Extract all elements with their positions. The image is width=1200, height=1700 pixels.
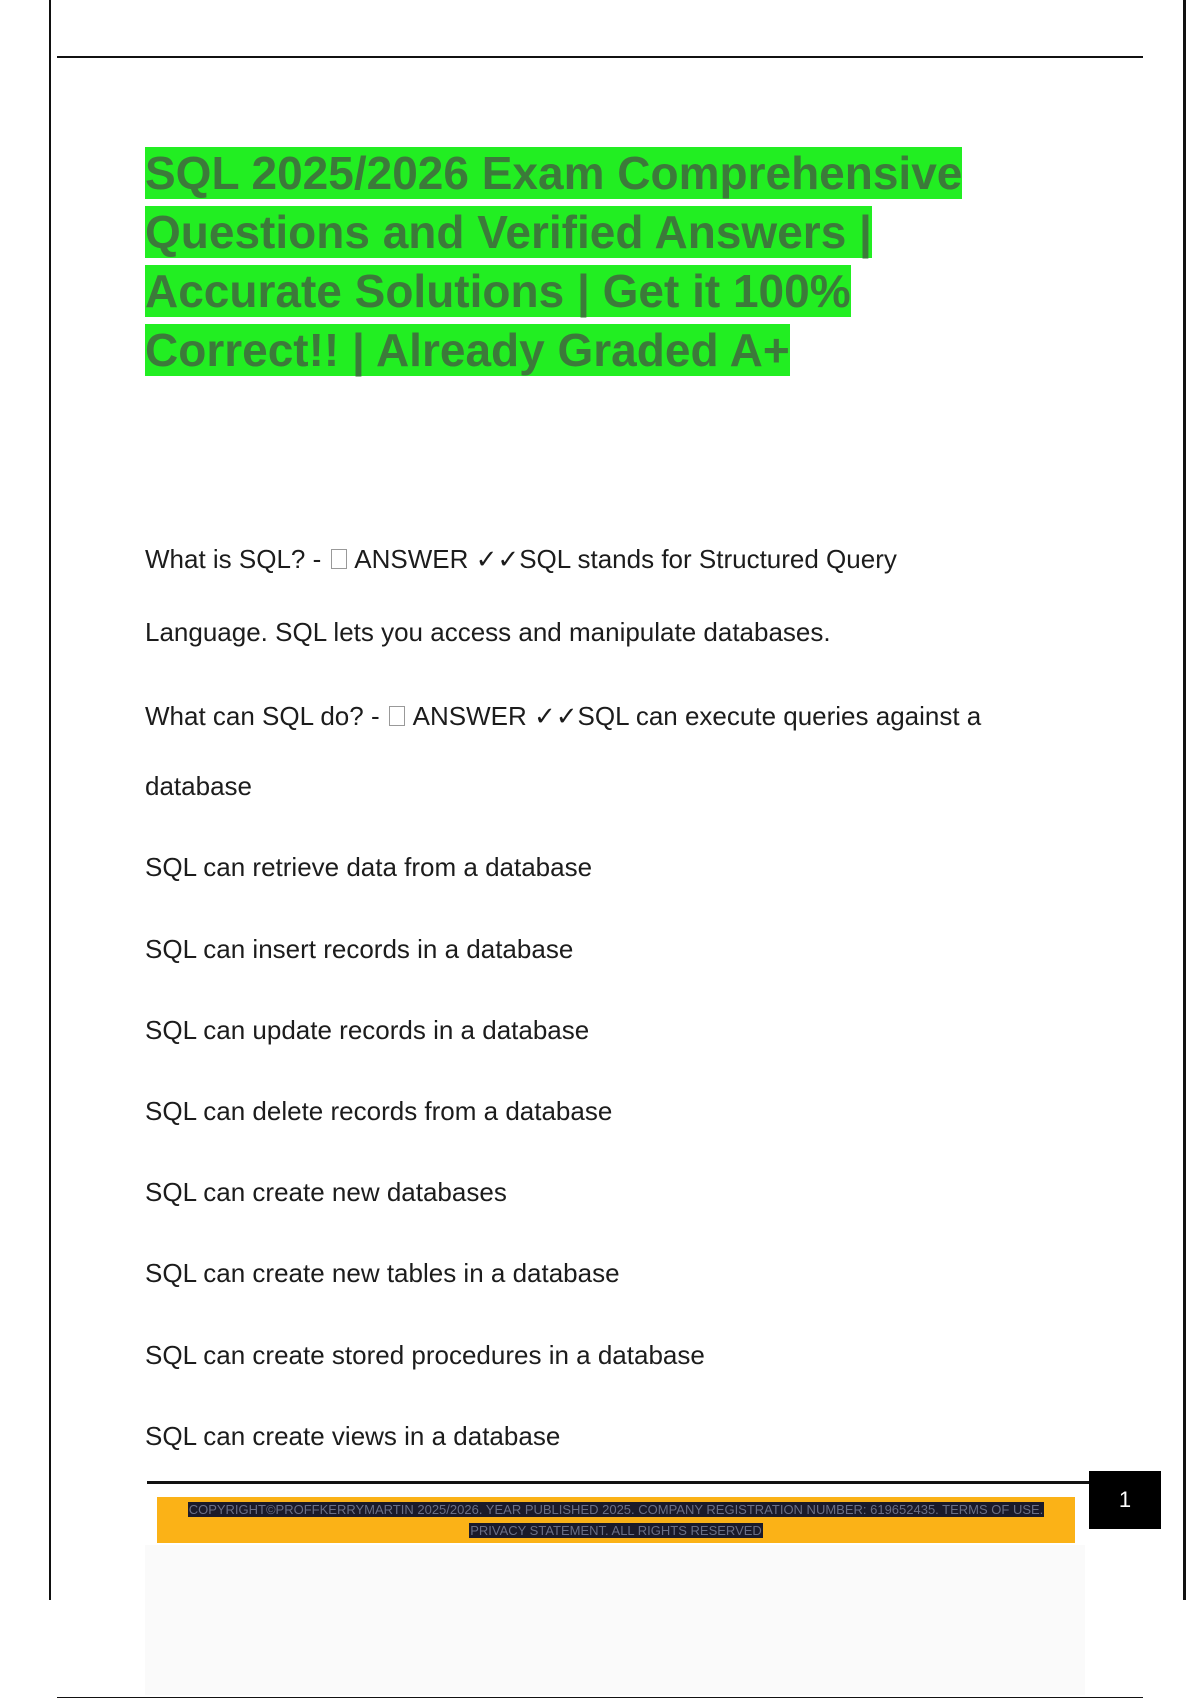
- title-line-3: Accurate Solutions | Get it 100%: [145, 265, 851, 317]
- page-number: 1: [1089, 1471, 1161, 1529]
- q2-answer-prefix: ANSWER ✓✓: [406, 701, 578, 731]
- capability-item: SQL can create new tables in a database: [145, 1258, 620, 1288]
- copyright-line-2: PRIVACY STATEMENT. ALL RIGHTS RESERVED: [470, 1523, 762, 1538]
- capability-item: SQL can create stored procedures in a database: [145, 1340, 705, 1370]
- capability-item: SQL can insert records in a database: [145, 934, 574, 964]
- q1-answer-line-1: SQL stands for Structured Query: [519, 544, 897, 574]
- q2-question: What can SQL do? -: [145, 701, 387, 731]
- page-border-left: [49, 0, 51, 1600]
- copyright-line-1: COPYRIGHT©PROFFKERRYMARTIN 2025/2026. YEAR PUBLISHED 2025. COMPANY REGISTRATION NUMBER: 619652435. TERMS OF USE.: [188, 1502, 1044, 1517]
- top-rule: [57, 56, 1143, 58]
- missing-glyph-icon: [331, 549, 347, 569]
- capability-item: SQL can create new databases: [145, 1177, 507, 1207]
- q2-answer-line-2: database: [145, 771, 252, 801]
- q1-answer-line-2: Language. SQL lets you access and manipulate databases.: [145, 617, 831, 647]
- document-title: [145, 144, 1045, 380]
- page-bottom-area: [145, 1545, 1085, 1695]
- bottom-rule: [57, 1697, 1143, 1698]
- q2-answer-line-1: SQL can execute queries against a: [577, 701, 982, 731]
- title-line-4: Correct!! | Already Graded A+: [145, 324, 790, 376]
- q2-line-1: [145, 701, 1085, 731]
- capability-item: SQL can retrieve data from a database: [145, 852, 593, 882]
- title-line-1: SQL 2025/2026 Exam Comprehensive: [145, 147, 963, 199]
- page-border-right: [1183, 0, 1186, 1600]
- title-line-2: Questions and Verified Answers |: [145, 206, 872, 258]
- footer-rule: [147, 1481, 1089, 1484]
- q1-question: What is SQL? -: [145, 544, 329, 574]
- copyright-footer: [157, 1497, 1075, 1543]
- capability-item: SQL can create views in a database: [145, 1421, 561, 1451]
- capability-item: SQL can update records in a database: [145, 1015, 590, 1045]
- capability-item: SQL can delete records from a database: [145, 1096, 613, 1126]
- q1-answer-prefix: ANSWER ✓✓: [348, 544, 520, 574]
- q1-line-1: [145, 544, 1085, 574]
- missing-glyph-icon: [389, 706, 405, 726]
